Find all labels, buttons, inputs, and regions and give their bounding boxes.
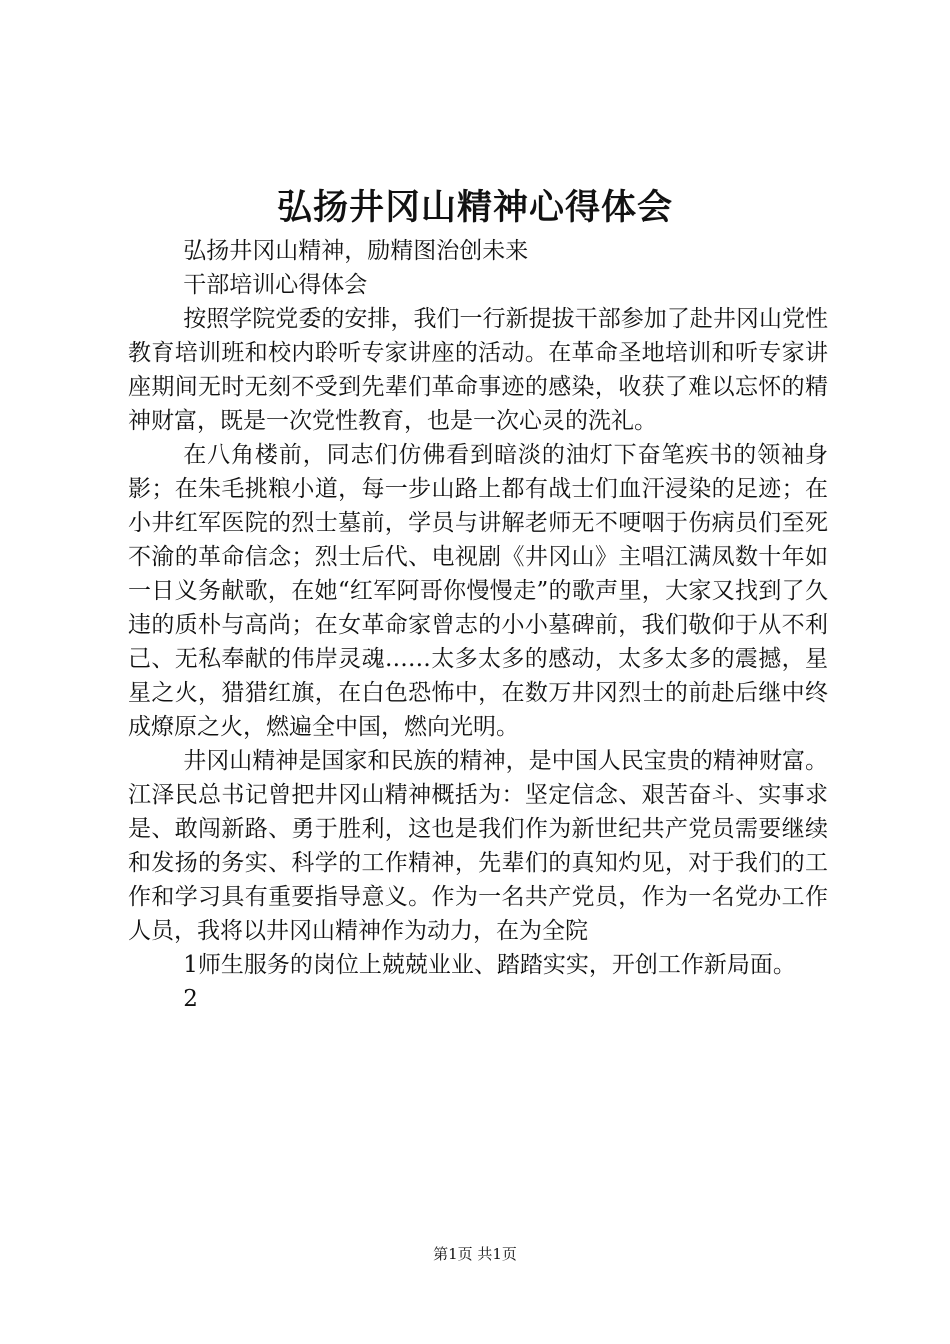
page-marker: 2 [183,986,198,1012]
body-paragraph: 在八角楼前，同志们仿佛看到暗淡的油灯下奋笔疾书的领袖身影；在朱毛挑粮小道，每一步山路上都有战士们血汗浸染的足迹；在小井红军医院的烈士墓前，学员与讲解老师无不哽咽于伤病员们至死不渝的革命信念；烈士后代、电视剧《井冈山》主唱江满凤数十年如一日义务献歌，在她“红军阿哥你慢慢走”的歌声里，大家又找到了久违的质朴与高尚；在女革命家曾志的小小墓碑前，我们敬仰于从不利己、无私奉献的伟岸灵魂……太多太多的感动，太多太多的震撼，星星之火，猎猎红旗，在白色恐怖中，在数万井冈烈士的前赴后继中终成燎原之火，燃遍全中国，燃向光明。 [128,442,828,740]
subtitle-line: 干部培训心得体会 [183,272,368,298]
document-body [128,234,828,1016]
body-paragraph: 按照学院党委的安排，我们一行新提拔干部参加了赴井冈山党性教育培训班和校内聆听专家讲座的活动。在革命圣地培训和听专家讲座期间无时无刻不受到先辈们革命事迹的感染，收获了难以忘怀的精神财富，既是一次党性教育，也是一次心灵的洗礼。 [128,306,828,434]
subtitle-line: 弘扬井冈山精神，励精图治创未来 [183,238,529,264]
page-footer: 第1页 共1页 [433,1245,517,1263]
document-title: 弘扬井冈山精神心得体会 [276,187,673,228]
body-paragraph: 井冈山精神是国家和民族的精神，是中国人民宝贵的精神财富。江泽民总书记曾把井冈山精神概括为：坚定信念、艰苦奋斗、实事求是、敢闯新路、勇于胜利，这也是我们作为新世纪共产党员需要继续和发扬的务实、科学的工作精神，先辈们的真知灼见，对于我们的工作和学习具有重要指导意义。作为一名共产党员，作为一名党办工作人员，我将以井冈山精神作为动力，在为全院 [128,748,828,944]
body-paragraph: 1师生服务的岗位上兢兢业业、踏踏实实，开创工作新局面。 [183,952,796,978]
